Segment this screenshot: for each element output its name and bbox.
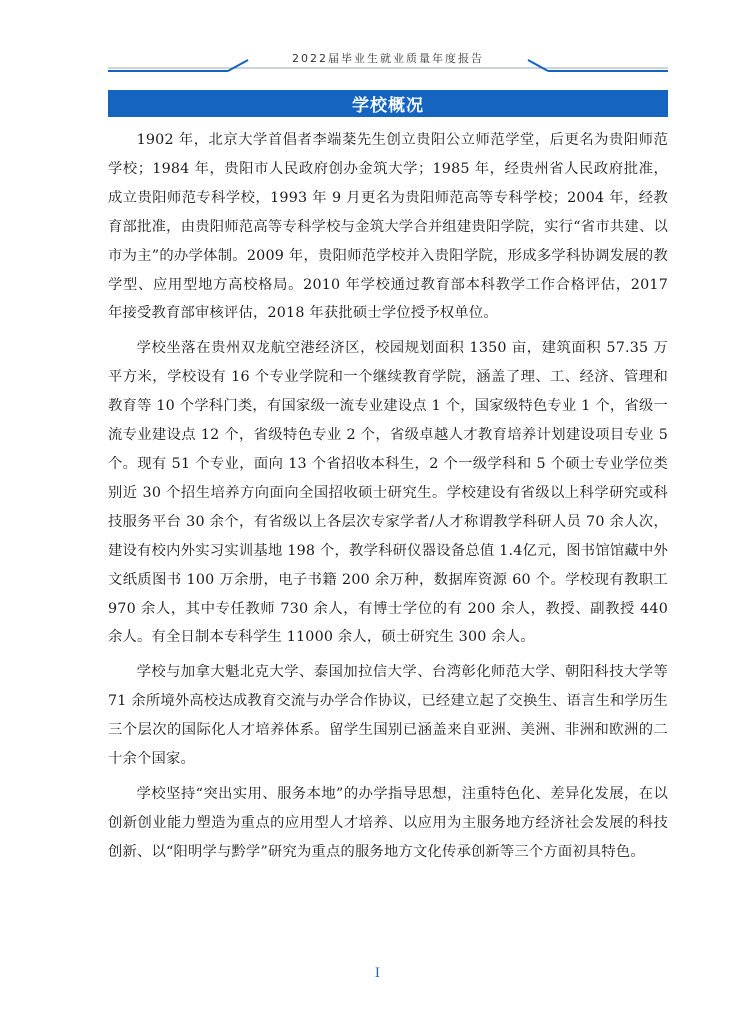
paragraph: 学校坐落在贵州双龙航空港经济区，校园规划面积 1350 亩，建筑面积 57.35 万平方米，学校设有 16 个专业学院和一个继续教育学院，涵盖了理、工、经济、管理和教育等 10 个学科门类，有国家级一流专业建设点 1 个，国家级特色专业 1 个，省级一流专业建设点 12 个，省级特色专业 2 个，省级卓越人才教育培养计划建设项目专业 5 个。现有 51 个专业，面向 13 个省招收本科生，2 个一级学科和 5 个硕士专业学位类别近 30 个招生培养方向面向全国招收硕士研究生。学校建设有省级以上科学研究或科技服务平台 30 余个，有省级以上各层次专家学者/人才称谓教学科研人员 70 余人次，建设有校内外实习实训基地 198 个，教学科研仪器设备总值 1.4亿元，图书馆馆藏中外文纸质图书 100 万余册，电子书籍 200 余万种，数据库资源 60 个。学校现有教职工 970 余人，其中专任教师 730 余人，有博士学位的有 200 余人，教授、副教授 440 余人。有全日制本专科学生 11000 余人，硕士研究生 300 余人。 <box>108 340 668 646</box>
paragraph: 1902 年，北京大学首倡者李端棻先生创立贵阳公立师范学堂，后更名为贵阳师范学校；1984 年，贵阳市人民政府创办金筑大学；1985 年，经贵州省人民政府批准，成立贵阳师范专科学校，1993 年 9 月更名为贵阳师范高等专科学校；2004 年，经教育部批准，由贵阳师范高等专科学校与金筑大学合并组建贵阳学院，实行“省市共建、以市为主”的办学体制。2009 年，贵阳师范学校并入贵阳学院，形成多学科协调发展的教学型、应用型地方高校格局。2010 年学校通过教育部本科教学工作合格评估，2017 年接受教育部审核评估，2018 年获批硕士学位授予权单位。 <box>108 132 668 322</box>
section-title: 学校概况 <box>352 96 424 116</box>
page-number: I <box>374 966 381 981</box>
page-header <box>108 40 668 76</box>
paragraph: 学校坚持“突出实用、服务本地”的办学指导思想，注重特色化、差异化发展，在以创新创业能力塑造为重点的应用型人才培养、以应用为主服务地方经济社会发展的科技创新、以“阳明学与黔学”研究为重点的服务地方文化传承创新等三个方面初具特色。 <box>108 785 668 860</box>
section-title-bar <box>108 90 668 117</box>
body-text <box>108 126 668 873</box>
paragraph: 学校与加拿大魁北克大学、泰国加拉信大学、台湾彰化师范大学、朝阳科技大学等 71 余所境外高校达成教育交流与办学合作协议，已经建立起了交换生、语言生和学历生三个层次的国际化人才培养体系。留学生国别已涵盖来自亚洲、美洲、非洲和欧洲的二十余个国家。 <box>108 664 668 768</box>
header-title: 2022届毕业生就业质量年度报告 <box>292 52 484 65</box>
